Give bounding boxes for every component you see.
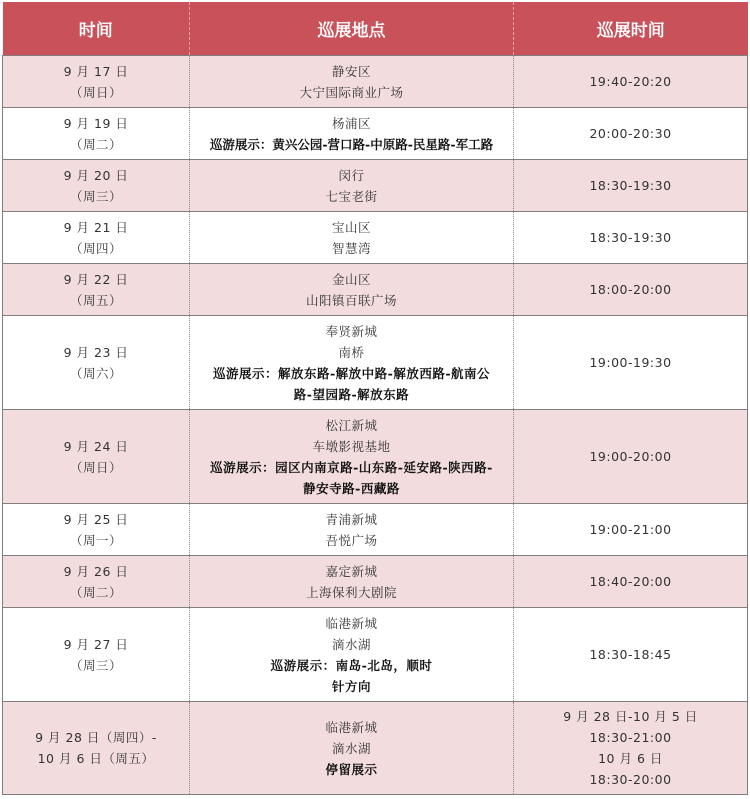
hours-cell <box>514 160 748 212</box>
table-row <box>3 108 748 160</box>
hours-cell <box>514 264 748 316</box>
table-row <box>3 212 748 264</box>
date-cell <box>3 608 190 702</box>
venue-text: 车墩影视基地 <box>312 438 391 454</box>
hours-cell <box>514 556 748 608</box>
place-cell <box>190 108 514 160</box>
weekday-text: （周一） <box>69 532 122 548</box>
venue-text: 滴水湖 <box>331 636 371 652</box>
hours-text: 18:40-20:00 <box>589 574 672 589</box>
place-cell <box>190 410 514 504</box>
place-cell <box>190 556 514 608</box>
venue-text: 智慧湾 <box>331 240 371 256</box>
hours-text: 19:00-19:30 <box>589 355 672 370</box>
route-text: 巡游展示：园区内南京路-山东路-延安路-陕西路-静安寺路-西藏路 <box>210 459 493 496</box>
date-text: 9 月 20 日 <box>63 167 129 183</box>
header-hours: 巡展时间 <box>514 2 748 56</box>
table-row <box>3 264 748 316</box>
place-cell <box>190 504 514 556</box>
hours-cell <box>514 504 748 556</box>
venue-text: 山阳镇百联广场 <box>305 292 397 308</box>
stay-text: 停留展示 <box>325 761 378 777</box>
date-cell <box>3 56 190 108</box>
hours-cell <box>514 608 748 702</box>
date-cell <box>3 702 190 795</box>
hours-cell <box>514 56 748 108</box>
route-text: 巡游展示：解放东路-解放中路-解放西路-航南公路-望园路-解放东路 <box>212 365 491 402</box>
date-cell <box>3 410 190 504</box>
district-text: 临港新城 <box>325 719 378 735</box>
place-cell <box>190 264 514 316</box>
hours-text: 19:40-20:20 <box>589 74 672 89</box>
hours-text: 18:30-20:00 <box>589 772 672 787</box>
table-row <box>3 556 748 608</box>
hours-text: 18:30-21:00 <box>589 730 672 745</box>
date-text: 9 月 17 日 <box>63 63 129 79</box>
date-text: 9 月 25 日 <box>63 511 129 527</box>
place-cell <box>190 702 514 795</box>
date-cell <box>3 316 190 410</box>
route-text: 巡游展示：黄兴公园-营口路-中原路-民星路-军工路 <box>209 136 494 152</box>
hours-text: 18:00-20:00 <box>589 282 672 297</box>
district-text: 临港新城 <box>325 615 378 631</box>
district-text: 奉贤新城 <box>325 323 378 339</box>
place-cell <box>190 56 514 108</box>
date-text: 9 月 22 日 <box>63 271 129 287</box>
date-cell <box>3 108 190 160</box>
route-text: 巡游展示：南岛-北岛，顺时针方向 <box>270 657 433 694</box>
weekday-text: （周四） <box>69 240 122 256</box>
weekday-text: （周日） <box>69 459 122 475</box>
date-cell <box>3 160 190 212</box>
table-row <box>3 702 748 795</box>
district-text: 嘉定新城 <box>325 563 378 579</box>
date-cell <box>3 504 190 556</box>
venue-text: 大宁国际商业广场 <box>299 84 404 100</box>
date-text: 9 月 28 日（周四）- <box>35 730 157 745</box>
district-text: 金山区 <box>331 271 371 287</box>
date-cell <box>3 264 190 316</box>
venue-text: 滴水湖 <box>331 740 371 756</box>
date-text: 9 月 23 日 <box>63 344 129 360</box>
venue-text: 南桥 <box>338 344 365 360</box>
date-cell <box>3 556 190 608</box>
hours-text: 20:00-20:30 <box>589 126 672 141</box>
table-row <box>3 56 748 108</box>
hours-text: 10 月 6 日 <box>598 751 663 766</box>
hours-cell <box>514 316 748 410</box>
weekday-text: （周三） <box>69 188 122 204</box>
hours-cell <box>514 702 748 795</box>
table-row <box>3 608 748 702</box>
venue-text: 上海保利大剧院 <box>305 584 397 600</box>
hours-text: 18:30-19:30 <box>589 230 672 245</box>
district-text: 松江新城 <box>325 417 378 433</box>
place-cell <box>190 316 514 410</box>
weekday-text: （周二） <box>69 584 122 600</box>
place-cell <box>190 160 514 212</box>
hours-text: 18:30-19:30 <box>589 178 672 193</box>
date-text: 9 月 27 日 <box>63 636 129 652</box>
hours-text: 19:00-20:00 <box>589 449 672 464</box>
district-text: 杨浦区 <box>331 115 371 131</box>
venue-text: 吾悦广场 <box>325 532 378 548</box>
weekday-text: （周五） <box>69 292 122 308</box>
weekday-text: （周六） <box>69 365 122 381</box>
weekday-text: （周二） <box>69 136 122 152</box>
table-header-row <box>3 2 748 56</box>
district-text: 青浦新城 <box>325 511 378 527</box>
date-text: 9 月 26 日 <box>63 563 129 579</box>
hours-cell <box>514 410 748 504</box>
hours-text: 18:30-18:45 <box>589 647 672 662</box>
weekday-text: 10 月 6 日（周五） <box>37 751 155 766</box>
hours-text: 9 月 28 日-10 月 5 日 <box>563 709 698 724</box>
table-row <box>3 504 748 556</box>
date-text: 9 月 21 日 <box>63 219 129 235</box>
hours-cell <box>514 108 748 160</box>
table-row <box>3 316 748 410</box>
table-row <box>3 160 748 212</box>
date-text: 9 月 19 日 <box>63 115 129 131</box>
weekday-text: （周三） <box>69 657 122 673</box>
district-text: 闵行 <box>338 167 365 183</box>
hours-text: 19:00-21:00 <box>589 522 672 537</box>
weekday-text: （周日） <box>69 84 122 100</box>
district-text: 静安区 <box>331 63 371 79</box>
place-cell <box>190 212 514 264</box>
tour-schedule-table <box>2 2 748 795</box>
table-row <box>3 410 748 504</box>
venue-text: 七宝老街 <box>325 188 378 204</box>
district-text: 宝山区 <box>331 219 371 235</box>
header-place: 巡展地点 <box>190 2 514 56</box>
place-cell <box>190 608 514 702</box>
hours-cell <box>514 212 748 264</box>
date-cell <box>3 212 190 264</box>
date-text: 9 月 24 日 <box>63 438 129 454</box>
header-time: 时间 <box>3 2 190 56</box>
